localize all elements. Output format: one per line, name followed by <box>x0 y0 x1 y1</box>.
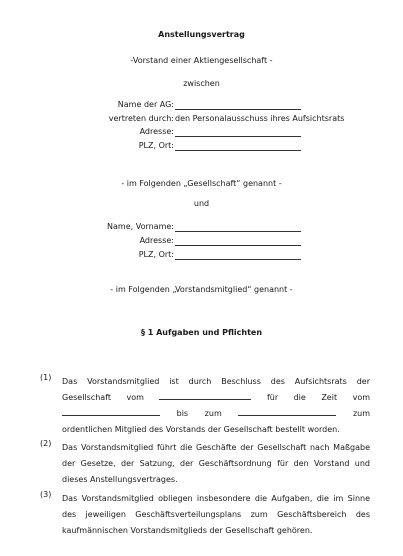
section-heading: § 1 Aufgaben und Pflichten <box>140 328 263 337</box>
document-subtitle: -Vorstand einer Aktiengesellschaft - <box>130 56 273 65</box>
employer-rep-row <box>0 115 403 126</box>
employer-name-row <box>0 101 403 112</box>
employee-name-field[interactable] <box>175 231 301 232</box>
paragraph-line: der Gesetze, der Satzung, der Geschäftsordnung für den Vorstand und <box>62 459 370 468</box>
employee-address-row <box>0 237 403 248</box>
term-start-field[interactable] <box>62 409 160 416</box>
paragraph-body <box>62 440 370 488</box>
employer-name-field[interactable] <box>175 109 301 110</box>
employer-rep-label: vertreten durch: <box>108 114 174 123</box>
paragraph-line: des jeweiligen Geschäftsverteilungsplans zum Geschäftsbereich des <box>62 510 370 519</box>
term-end-field[interactable] <box>238 409 336 416</box>
paragraph-line <box>62 390 370 406</box>
paragraph-text: für die Zeit vom <box>266 393 371 402</box>
employee-alias: - im Folgenden „Vorstandsmitglied“ genannt - <box>110 285 293 294</box>
employee-address-field[interactable] <box>175 245 301 246</box>
paragraph-number: (2) <box>40 439 52 448</box>
employer-address-label: Adresse: <box>139 127 174 136</box>
paragraph-body <box>62 491 370 539</box>
paragraph-line: ordentlichen Mitglied des Vorstands der Gesellschaft bestellt worden. <box>62 425 340 434</box>
employer-city-label: PLZ, Ort: <box>138 141 174 150</box>
und-text: und <box>193 199 210 208</box>
paragraph-line <box>62 406 370 422</box>
employer-rep-value: den Personalausschuss ihres Aufsichtsrats <box>175 114 345 123</box>
employer-name-label: Name der AG: <box>117 100 174 109</box>
paragraph-text: bis zum <box>176 409 222 418</box>
employer-address-row <box>0 128 403 139</box>
paragraph-body <box>62 374 370 438</box>
employee-city-label: PLZ, Ort: <box>138 250 174 259</box>
appointment-date-field[interactable] <box>159 393 251 400</box>
paragraph-number: (1) <box>40 373 52 382</box>
paragraph-line: Das Vorstandsmitglied ist durch Beschluss des Aufsichtsrats der <box>62 377 370 386</box>
paragraph-1 <box>40 374 370 438</box>
employee-address-label: Adresse: <box>139 236 174 245</box>
paragraph-number: (3) <box>40 490 52 499</box>
employer-address-field[interactable] <box>175 136 301 137</box>
employee-city-row <box>0 251 403 262</box>
employee-name-label: Name, Vorname: <box>107 222 174 231</box>
employer-city-row <box>0 142 403 153</box>
paragraph-line: Das Vorstandsmitglied führt die Geschäfte der Gesellschaft nach Maßgabe <box>62 443 370 452</box>
paragraph-text: Gesellschaft vom <box>62 393 144 402</box>
paragraph-line: kaufmännischen Vorstandsmitglieds der Gesellschaft gehören. <box>62 526 313 535</box>
employee-city-field[interactable] <box>175 259 301 260</box>
document-title: Anstellungsvertrag <box>158 30 245 39</box>
between-text: zwischen <box>183 79 220 88</box>
employer-alias: - im Folgenden „Gesellschaft“ genannt - <box>121 179 282 188</box>
employee-name-row <box>0 223 403 234</box>
paragraph-3 <box>40 491 370 539</box>
employer-city-field[interactable] <box>175 150 301 151</box>
paragraph-2 <box>40 440 370 488</box>
paragraph-line: dieses Anstellungsvertrages. <box>62 475 178 484</box>
paragraph-line: Das Vorstandsmitglied obliegen insbesondere die Aufgaben, die im Sinne <box>62 494 370 503</box>
paragraph-text: zum <box>352 409 371 418</box>
